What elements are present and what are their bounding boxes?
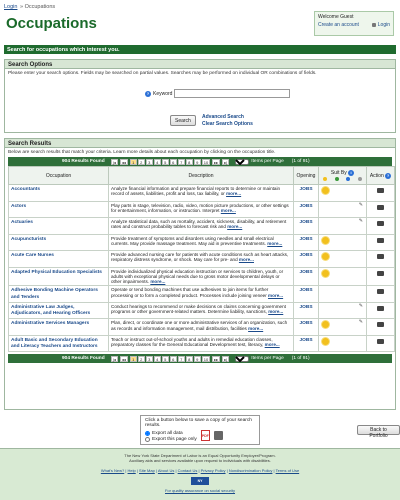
table-row <box>9 218 395 235</box>
jobs-link[interactable]: JOBS <box>299 253 313 258</box>
bright-outlook-icon <box>322 253 329 260</box>
first-page-button[interactable]: |◂ <box>112 356 116 362</box>
description-cell: Play parts in stage, television, radio, video, motion picture productions, or other settings for entertainment, information, or instruction. Interpret more... <box>109 201 294 218</box>
welcome-box <box>314 11 394 36</box>
bright-outlook-icon <box>322 237 329 244</box>
page-button[interactable]: 5 <box>162 159 169 165</box>
page-button[interactable]: 2 <box>138 356 145 362</box>
jobs-link[interactable]: JOBS <box>299 337 313 343</box>
export-instruction: Click a button below to save a copy of your search results. <box>145 418 252 428</box>
briefcase-icon[interactable] <box>377 339 384 344</box>
page-button[interactable]: 4 <box>154 356 161 362</box>
pager-top <box>8 157 392 166</box>
lock-icon <box>372 23 376 27</box>
advanced-search-link[interactable]: Advanced Search <box>202 114 244 120</box>
jobs-link[interactable]: JOBS <box>299 187 313 192</box>
description-cell: Analyze statistical data, such as mortality, accident, sickness, disability, and retirement rates and construct probability tables to forecast risk and more... <box>109 218 294 235</box>
create-account-link[interactable]: Create an account <box>318 21 359 28</box>
suit-sun-icon <box>323 177 327 181</box>
table-row <box>9 302 395 319</box>
jobs-link[interactable]: JOBS <box>299 288 313 294</box>
export-page-label: Export this page only <box>152 436 197 442</box>
back-to-portfolio-button[interactable]: Back to Portfolio <box>357 425 400 435</box>
jobs-link[interactable]: JOBS <box>299 304 313 310</box>
welcome-login-link[interactable]: Login <box>377 21 390 28</box>
footer-link[interactable]: About Us <box>157 468 175 473</box>
page-button[interactable]: 10 <box>203 159 209 165</box>
page-indicator: (1 of 91) <box>291 159 310 164</box>
description-cell: Provide individualized physical education instruction or services to children, youth, or adults with exceptional physical needs due to gross motor developmental delays or other impairments. more... <box>109 267 294 286</box>
page-button[interactable]: 8 <box>186 356 193 362</box>
pager-bottom <box>8 354 392 363</box>
search-results-panel <box>4 138 396 410</box>
ny-logo: NY <box>191 477 209 485</box>
occupation-link[interactable]: Accountants <box>11 187 41 192</box>
export-box <box>140 415 260 445</box>
occupation-link[interactable]: Administrative Law Judges, Adjudicators, and Hearing Officers <box>11 304 91 317</box>
search-options-panel <box>4 59 396 133</box>
occupation-link[interactable]: Acupuncturists <box>11 236 47 242</box>
occupation-link[interactable]: Adhesive Bonding Machine Operators and Tenders <box>11 288 98 300</box>
description-cell: Teach or instruct out-of-school youths and adults in remedial education classes, preparatory classes for the General Educational Development test, literacy, more... <box>109 335 294 352</box>
description-cell: Provide advanced nursing care for patients with acute conditions such as heart attacks, respiratory distress syndrome, or shock. May care for pre- and more... <box>109 251 294 268</box>
briefcase-icon[interactable] <box>377 221 384 226</box>
suit-cell <box>319 267 367 286</box>
bright-outlook-icon <box>322 321 329 328</box>
export-all-radio[interactable] <box>145 431 150 436</box>
search-options-note: Please enter your search options. Fields may be searched on partial values. Searches may be performed on individual OR combinations of fields. <box>8 71 317 76</box>
table-row <box>9 319 395 336</box>
page-button[interactable]: 9 <box>194 159 201 165</box>
pdf-icon[interactable]: PDF <box>201 430 210 441</box>
more-link[interactable]: more... <box>220 207 236 213</box>
suit-green-icon <box>335 177 339 181</box>
clear-search-link[interactable]: Clear Search Options <box>202 120 253 127</box>
next-page-button[interactable]: ▸▸ <box>214 356 219 362</box>
results-table <box>8 166 395 352</box>
results-count-bottom: 904 Results Found <box>62 356 105 362</box>
page-button[interactable]: 6 <box>170 356 177 362</box>
items-per-page-select[interactable] <box>235 159 249 165</box>
table-row <box>9 267 395 286</box>
more-link[interactable]: more... <box>268 292 284 298</box>
suit-blue-icon <box>346 177 350 181</box>
edit-icon[interactable]: ✎ <box>358 201 363 208</box>
footer-link[interactable]: Contact Us <box>177 468 198 473</box>
suit-cell <box>319 234 367 251</box>
first-page-button[interactable]: |◂ <box>112 159 116 165</box>
page-button[interactable]: 10 <box>203 356 209 362</box>
jobs-link[interactable]: JOBS <box>299 269 313 275</box>
occupation-link[interactable]: Actors <box>11 203 27 209</box>
bright-outlook-icon <box>322 338 329 345</box>
last-page-button[interactable]: ▸| <box>224 159 228 165</box>
items-per-page-label: Items per Page <box>251 356 284 362</box>
footer-link[interactable]: Privacy Policy <box>200 468 226 473</box>
more-link[interactable]: more... <box>267 240 283 246</box>
page-button[interactable]: 2 <box>138 159 145 165</box>
suit-cell <box>319 218 367 235</box>
briefcase-icon[interactable] <box>377 254 384 259</box>
suit-cell <box>319 185 367 202</box>
results-count: 904 Results Found <box>62 159 105 164</box>
print-icon[interactable] <box>214 431 223 440</box>
more-link[interactable]: more... <box>226 191 242 197</box>
table-row <box>9 201 395 218</box>
description-cell: Provide treatment of symptoms and disorders using needles and small electrical currents. May provide massage treatment. May aid in preventive treatments. more... <box>109 234 294 251</box>
suit-cell <box>319 251 367 268</box>
keyword-label: Keyword <box>153 90 173 97</box>
more-link[interactable]: more... <box>238 257 254 263</box>
export-all-label: Export all data <box>152 430 183 436</box>
footer-link[interactable]: Nondiscrimination Policy <box>228 468 273 473</box>
description-cell: Operate or tend bonding machines that use adhesives to join items for further processing or to form a completed product. Processes include joining veneer more... <box>109 286 294 303</box>
suit-cell <box>319 286 367 303</box>
suit-cell <box>319 302 367 319</box>
footer-link[interactable]: Terms of Use <box>275 468 300 473</box>
keyword-row <box>145 89 290 98</box>
footer-link[interactable]: Help <box>127 468 136 473</box>
search-options-title: Search Options <box>5 60 395 69</box>
suit-cell <box>319 201 367 218</box>
items-per-page-select[interactable] <box>235 356 249 362</box>
more-link[interactable]: more... <box>248 325 264 331</box>
page-button[interactable]: 4 <box>154 159 161 165</box>
welcome-greeting: Welcome Guest <box>318 14 354 20</box>
keyword-input[interactable] <box>174 89 290 98</box>
col-opening: Opening <box>294 167 319 185</box>
page-button[interactable]: 8 <box>186 159 193 165</box>
breadcrumb: » Occupations <box>20 4 56 10</box>
footer-links: What's New? | Help | Site Map | About Us | Contact Us | Privacy Policy | Nondiscrimination Policy | Terms of Use <box>100 468 300 473</box>
description-cell: Plan, direct, or coordinate one or more administrative services of an organization, such as records and information management, mail distribution, facilities more... <box>109 319 294 336</box>
bright-outlook-icon <box>322 270 329 277</box>
page-button[interactable]: 6 <box>170 159 177 165</box>
briefcase-icon[interactable] <box>377 289 384 294</box>
page-indicator: (1 of 91) <box>291 356 310 362</box>
occupation-link[interactable]: Administrative Services Managers <box>11 321 90 327</box>
page-button[interactable]: 9 <box>194 356 201 362</box>
footer-bottom-link[interactable]: For quality assurance on social security <box>164 488 236 493</box>
prev-page-button[interactable]: ◂◂ <box>121 356 126 362</box>
action-help-icon[interactable]: ? <box>386 172 390 178</box>
page-button[interactable]: 7 <box>178 356 185 362</box>
table-row <box>9 251 395 268</box>
search-results-title: Search Results <box>5 139 395 148</box>
col-occupation[interactable]: Occupation <box>9 167 109 185</box>
suit-help-icon[interactable]: i <box>348 170 354 176</box>
help-icon[interactable]: ? <box>146 90 150 96</box>
intro-banner: Search for occupations which interest you. <box>4 45 396 54</box>
page-title: Occupations <box>6 15 97 32</box>
col-suit: Suit By i <box>319 167 367 185</box>
table-row <box>9 286 395 303</box>
jobs-link[interactable]: JOBS <box>299 236 313 242</box>
briefcase-icon[interactable] <box>377 238 384 243</box>
search-results-note: Below are search results that match your criteria. Learn more details about each occupation by clicking on the occupation title. <box>8 150 276 155</box>
briefcase-icon[interactable] <box>377 306 384 311</box>
footer-eeo: The New York State Department of Labor is an Equal Opportunity Employer/Program. <box>124 453 276 458</box>
jobs-link[interactable]: JOBS <box>299 321 313 327</box>
occupation-link[interactable]: Adapted Physical Education Specialists <box>11 269 102 275</box>
search-button[interactable]: Search <box>170 115 196 126</box>
footer-link[interactable]: Site Map <box>139 468 155 473</box>
occupation-link[interactable]: Actuaries <box>11 220 33 225</box>
page-button[interactable]: 3 <box>146 356 153 362</box>
more-link[interactable]: more... <box>150 279 166 285</box>
login-link[interactable]: Login <box>4 4 18 10</box>
edit-icon[interactable]: ✎ <box>358 319 363 326</box>
suit-cell <box>319 335 367 352</box>
description-cell: Conduct hearings to recommend or make decisions on claims concerning government programs or other government-related matters. Determine liability, sanctions, more... <box>109 302 294 319</box>
suit-gray-icon <box>358 177 362 181</box>
occupation-link[interactable]: Acute Care Nurses <box>11 253 54 258</box>
footer-link[interactable]: What's New? <box>100 468 125 473</box>
briefcase-icon[interactable] <box>377 271 384 276</box>
footer-aux: Auxiliary aids and services available upon request to individuals with disabilities. <box>129 458 271 463</box>
prev-page-button[interactable]: ◂◂ <box>121 159 126 165</box>
items-per-page-label: Items per Page <box>251 159 284 164</box>
page-button[interactable]: 1 <box>130 356 137 362</box>
more-link[interactable]: more... <box>268 309 284 315</box>
jobs-link[interactable]: JOBS <box>299 203 313 209</box>
briefcase-icon[interactable] <box>377 188 384 193</box>
bright-outlook-icon <box>322 187 329 194</box>
table-row <box>9 234 395 251</box>
page-button[interactable]: 3 <box>146 159 153 165</box>
more-link[interactable]: more... <box>227 224 243 230</box>
description-cell: Analyze financial information and prepare financial reports to determine or maintain record of assets, liabilities, profit and loss, tax liability, or more... <box>109 185 294 202</box>
footer <box>0 448 400 500</box>
table-row <box>9 185 395 202</box>
jobs-link[interactable]: JOBS <box>299 220 313 225</box>
next-page-button[interactable]: ▸▸ <box>214 159 219 165</box>
briefcase-icon[interactable] <box>377 322 384 327</box>
page-button[interactable]: 7 <box>178 159 185 165</box>
edit-icon[interactable]: ✎ <box>358 218 363 224</box>
briefcase-icon[interactable] <box>377 205 384 210</box>
col-description: Description <box>109 167 294 185</box>
page-button[interactable]: 5 <box>162 356 169 362</box>
occupation-link[interactable]: Adult Basic and Secondary Education and Literacy Teachers and Instructors <box>11 337 98 350</box>
page-button[interactable]: 1 <box>130 159 137 165</box>
col-action: Action ? <box>367 167 395 185</box>
export-page-radio[interactable] <box>145 437 150 442</box>
last-page-button[interactable]: ▸| <box>224 356 228 362</box>
table-row <box>9 335 395 352</box>
more-link[interactable]: more... <box>264 342 280 348</box>
suit-cell <box>319 319 367 336</box>
page-header <box>0 0 400 44</box>
edit-icon[interactable]: ✎ <box>358 302 363 309</box>
